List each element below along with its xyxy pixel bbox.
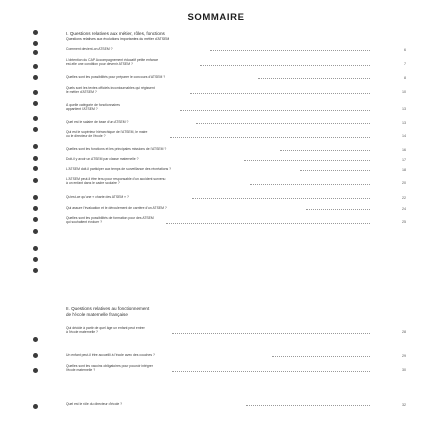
toc-entry-text: À quelle catégorie de fonctionnaires: [66, 103, 120, 107]
toc-entry-text: à un enfant dans le cadre scolaire ?: [66, 181, 120, 186]
dotted-leader: [250, 184, 370, 185]
page-number: 8: [404, 76, 406, 80]
toc-entry-text: qui souhaitent évoluer ?: [66, 220, 103, 225]
dotted-leader: [166, 223, 370, 224]
bullet-marker: [33, 30, 38, 35]
bullet-marker: [33, 206, 38, 211]
dotted-leader: [180, 110, 370, 111]
toc-entry-text: Qui décide à partir de quel âge un enfant peut entrer: [66, 326, 145, 330]
page-number: 10: [402, 90, 406, 94]
dotted-leader: [196, 123, 370, 124]
page-number: 7: [404, 62, 406, 66]
dotted-leader: [272, 356, 370, 357]
toc-entry-text: ou le directeur de l'école ?: [66, 134, 106, 139]
dotted-leader: [244, 160, 370, 161]
bullet-marker: [33, 127, 38, 132]
toc-entry-text: L'ATSEM peut-il être tenu pour responsable d'un accident survenu: [66, 177, 166, 181]
toc-entry-text: Quel est le rôle du directeur d'école ?: [66, 402, 123, 406]
bullet-marker: [33, 195, 38, 200]
section-heading: [66, 31, 169, 41]
toc-entry-text: est-elle une condition pour devenir ATSEM ?: [66, 62, 133, 67]
page-number: 29: [402, 354, 406, 358]
bullet-marker: [33, 90, 38, 95]
bullet-marker: [33, 166, 38, 171]
bullet-marker: [33, 50, 38, 55]
page-number: 18: [402, 168, 406, 172]
dotted-leader: [306, 209, 370, 210]
section-heading-line: de l'école maternelle française: [66, 311, 128, 317]
toc-entry-text: L'obtention du CAP Accompagnement éducatif petite enfance: [66, 58, 159, 62]
toc-entry-text: L'ATSEM doit-il participer aux temps de surveillance des récréations ?: [66, 167, 171, 171]
section-heading-line: Questions relatives aux évolutions importantes du métier d'ATSEM: [66, 36, 170, 41]
bullet-marker: [33, 101, 38, 106]
toc-entry-text: appartient l'ATSEM ?: [66, 107, 98, 112]
page-number: 16: [402, 148, 406, 152]
bullet-marker: [33, 353, 38, 358]
bullet-marker: [33, 246, 38, 251]
page-number: 20: [402, 181, 406, 185]
toc-entry-text: Quelles sont les vaccins obligatoires pour pouvoir intégrer: [66, 364, 153, 368]
bullet-marker: [33, 217, 38, 222]
page-number: 30: [402, 368, 406, 372]
bullet-marker: [33, 64, 38, 69]
page-number: 32: [402, 403, 406, 407]
bullet-marker: [33, 257, 38, 262]
dotted-leader: [172, 371, 370, 372]
page-number: 28: [402, 330, 406, 334]
bullet-column: [0, 0, 40, 432]
dotted-leader: [246, 405, 370, 406]
bullet-marker: [33, 41, 38, 46]
page-number: 6: [404, 48, 406, 52]
toc-entry-text: le métier d'ATSEM ?: [66, 90, 97, 95]
dotted-leader: [172, 333, 370, 334]
bullet-marker: [33, 178, 38, 183]
page-number: 17: [402, 158, 406, 162]
bullet-marker: [33, 75, 38, 80]
dotted-leader: [170, 137, 370, 138]
bullet-marker: [33, 229, 38, 234]
bullet-marker: [33, 404, 38, 409]
dotted-leader: [258, 78, 370, 79]
toc-entry-text: Qui est le supérieur hiérarchique de l'ATSEM, le maire: [66, 130, 148, 134]
toc-entry-text: Doit-il y avoir un ATSEM par classe maternelle ?: [66, 157, 139, 161]
page-number: 24: [402, 207, 406, 211]
page-number-column: [376, 0, 406, 432]
dotted-leader: [280, 150, 370, 151]
toc-entry-text: à l'école maternelle ?: [66, 330, 98, 335]
bullet-marker: [33, 368, 38, 373]
toc-entry-text: Qu'est-ce qu'une « charte des ATSEM » ?: [66, 195, 129, 199]
toc-entry-text: Comment devient-on ATSEM ?: [66, 47, 113, 51]
dotted-leader: [300, 170, 370, 171]
bullet-marker: [33, 268, 38, 273]
toc-entry-text: Quelles sont les fonctions et les principales missions de l'ATSEM ?: [66, 147, 167, 151]
page-number: 14: [402, 134, 406, 138]
dotted-leader: [210, 50, 370, 51]
dotted-leader: [190, 93, 370, 94]
dotted-leader: [192, 198, 370, 199]
toc-entry-text: Quelles sont les possibilités pour préparer le concours d'ATSEM ?: [66, 75, 166, 79]
bullet-marker: [33, 116, 38, 121]
dotted-leader: [200, 65, 370, 66]
page-title: SOMMAIRE: [187, 12, 245, 23]
toc-entry-text: l'école maternelle ?: [66, 368, 96, 373]
toc-entry-text: Quelles sont les possibilités de formation pour des ATSEM: [66, 216, 154, 220]
section-heading-line: I. Questions relatives aux métier, rôles, fonctions: [66, 31, 165, 36]
section-heading: [66, 306, 149, 317]
toc-entry-text: Quels sont les textes officiels incontournables qui régissent: [66, 86, 155, 90]
toc-entry-text: Un enfant peut-il être accueilli à l'école avec des couches ?: [66, 353, 155, 357]
page-number: 22: [402, 196, 406, 200]
section-heading-line: II. Questions relatives au fonctionnement: [66, 306, 150, 311]
bullet-marker: [33, 337, 38, 342]
page-number: 25: [402, 220, 406, 224]
bullet-marker: [33, 144, 38, 149]
toc-entry-text: Quel est le salaire de base d'un ATSEM ?: [66, 120, 129, 124]
page-number: 13: [402, 121, 406, 125]
toc-entry-text: Qui assure l'évaluation et le déroulement de carrière d'un ATSEM ?: [66, 206, 167, 210]
bullet-marker: [33, 156, 38, 161]
page-number: 13: [402, 107, 406, 111]
